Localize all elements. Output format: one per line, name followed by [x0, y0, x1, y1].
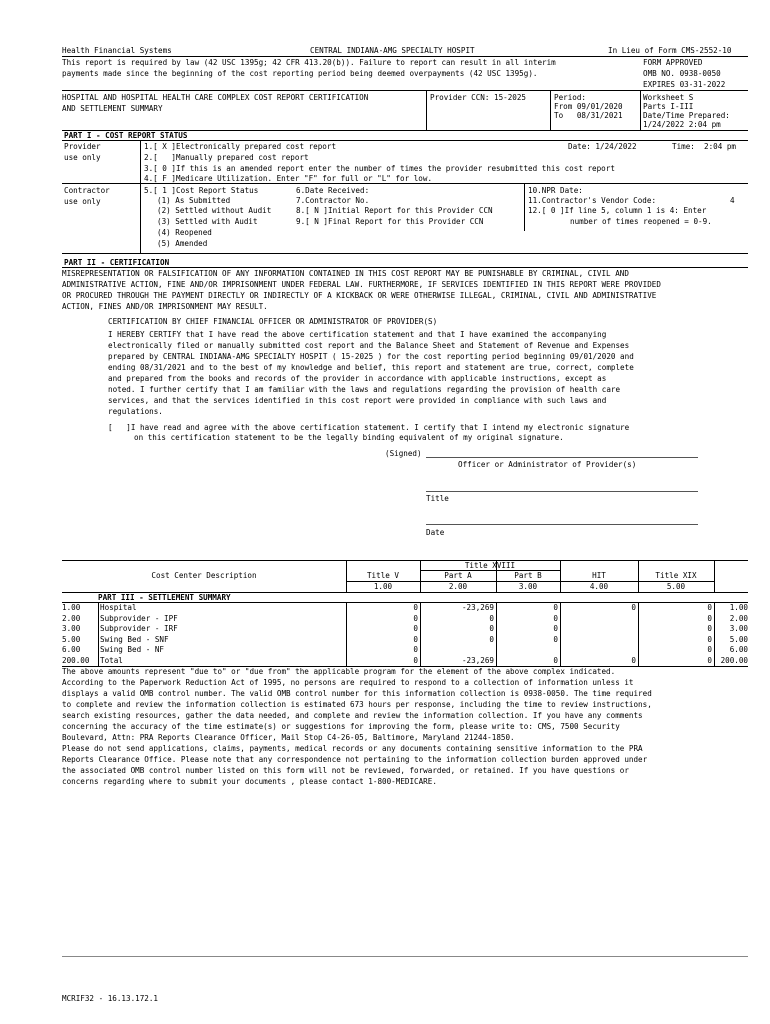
- misrep-line-2: ADMINISTRATIVE ACTION, FINE AND/OR IMPRISONMENT UNDER FEDERAL LAW. FURTHERMORE, IF SERVICES IDENTIFIED IN THIS REPORT WERE PROVIDED: [62, 280, 661, 289]
- col-header-title-xix: Title XIX: [655, 571, 697, 580]
- contractor-item-12-detail: number of times reopened = 0-9.: [570, 217, 712, 226]
- pra-line-1: According to the Paperwork Reduction Act of 1995, no persons are required to respond to a collection of information unless it: [62, 678, 634, 687]
- officer-caption: Officer or Administrator of Provider(s): [458, 460, 637, 469]
- org-name: Health Financial Systems: [62, 46, 172, 55]
- pra-line-9: the associated OMB control number listed on this form will not be reviewed, forwarded, or retained. If you have questions or: [62, 766, 629, 775]
- row-cost-center: Swing Bed - SNF: [100, 634, 169, 644]
- cert-line-1: I HEREBY CERTIFY that I have read the above certification statement and that I have examined the accompanying: [108, 330, 607, 339]
- provider-ccn: Provider CCN: 15-2025: [430, 93, 527, 102]
- contractor-item-7: 7.Contractor No.: [296, 196, 370, 205]
- row-value: 0: [707, 603, 712, 612]
- status-item-2: 2.[ ]Manually prepared cost report: [144, 153, 309, 162]
- report-title-line-2: AND SETTLEMENT SUMMARY: [62, 104, 163, 113]
- worksheet: Worksheet S: [643, 93, 694, 102]
- col-header-part-a: Part A: [444, 571, 472, 580]
- pra-line-4: search existing resources, gather the data needed, and complete and review the information collection. If you have any comments: [62, 711, 643, 720]
- part3-heading: PART III - SETTLEMENT SUMMARY: [98, 593, 231, 602]
- col-num-2: 2.00: [448, 582, 468, 591]
- row-line-number-right: 1.00: [729, 603, 748, 612]
- misrep-line-1: MISREPRESENTATION OR FALSIFICATION OF ANY INFORMATION CONTAINED IN THIS COST REPORT MAY BE PUNISHABLE BY CRIMINAL, CIVIL AND: [62, 269, 629, 278]
- contractor-item-8: 8.[ N ]Initial Report for this Provider CCN: [296, 206, 493, 215]
- prepared-date: Date: 1/24/2022: [568, 142, 637, 151]
- row-cost-center: Swing Bed - NF: [100, 645, 165, 654]
- row-cost-center: Subprovider - IRF: [100, 624, 178, 633]
- row-value: 0: [553, 613, 558, 623]
- pra-line-7: Please do not send applications, claims, payments, medical records or any documents containing sensitive information to the PRA: [62, 744, 643, 753]
- row-value: 0: [413, 613, 418, 623]
- status-item-3: 3.[ 0 ]If this is an amended report enter the number of times the provider resubmitted this cost report: [144, 164, 615, 173]
- contractor-item-10: 10.NPR Date:: [528, 186, 583, 195]
- status-item-1: 1.[ X ]Electronically prepared cost report: [144, 142, 337, 151]
- row-line-number-right: 200.00: [720, 655, 748, 665]
- title-xviii-header: Title XVIII: [464, 561, 516, 570]
- report-title-line-1: HOSPITAL AND HOSPITAL HEALTH CARE COMPLEX COST REPORT CERTIFICATION: [62, 93, 369, 102]
- contractor-use-label-2: use only: [64, 197, 101, 206]
- provider-use-label-1: Provider: [64, 142, 101, 151]
- cert-line-2: electronically filed or manually submitted cost report and the Balance Sheet and Statement of Revenue and Expenses: [108, 341, 630, 350]
- cert-line-7: services, and that the services identified in this cost report were provided in compliance with such laws and: [108, 396, 607, 405]
- col-header-title-v: Title V: [366, 571, 399, 580]
- agree-line-2: on this certification statement to be the legally binding equivalent of my original signature.: [134, 433, 564, 442]
- pra-line-10: concerns regarding where to submit your documents , please contact 1-800-MEDICARE.: [62, 777, 437, 786]
- contractor-item-5: 5.[ 1 ]Cost Report Status: [144, 186, 259, 195]
- contractor-item-12: 12.[ 0 ]If line 5, column 1 is 4: Enter: [528, 206, 707, 215]
- title-caption: Title: [426, 494, 449, 503]
- row-value: 0: [413, 624, 418, 633]
- row-line-number: 5.00: [62, 634, 81, 644]
- row-line-number: 200.00: [62, 655, 90, 665]
- pra-line-3: to complete and review the information collection is estimated 673 hours per response, including the time to review instructions,: [62, 700, 652, 709]
- row-value: 0: [413, 655, 418, 665]
- row-value: 0: [413, 645, 418, 654]
- pra-line-6: Boulevard, Attn: PRA Reports Clearance Officer, Mail Stop C4-26-05, Baltimore, Maryland 21244-1850.: [62, 733, 515, 742]
- signed-label: (Signed): [385, 449, 422, 458]
- intro-line-1: This report is required by law (42 USC 1395g; 42 CFR 413.20(b)). Failure to report can result in all interim: [62, 58, 556, 67]
- date-line[interactable]: [426, 524, 698, 525]
- title-line[interactable]: [426, 491, 698, 492]
- misrep-line-3: OR PROCURED THROUGH THE PAYMENT DIRECTLY OR INDIRECTLY OF A KICKBACK OR WERE OTHERWISE ILLEGAL, CRIMINAL, CIVIL AND ADMINISTRATIVE: [62, 291, 657, 300]
- status-item-4: 4.[ F ]Medicare Utilization. Enter "F" for full or "L" for low.: [144, 174, 433, 183]
- contractor-item-9: 9.[ N ]Final Report for this Provider CCN: [296, 217, 484, 226]
- parts: Parts I-III: [643, 102, 694, 111]
- part2-heading: PART II - CERTIFICATION: [64, 258, 170, 267]
- intro-line-2: payments made since the beginning of the cost reporting period being deemed overpayments (42 USC 1395g).: [62, 69, 538, 78]
- date-caption: Date: [426, 528, 445, 537]
- row-cost-center: Subprovider - IPF: [100, 613, 178, 623]
- cost-center-header: Cost Center Description: [151, 571, 257, 580]
- vendor-code-value: 4: [730, 196, 735, 205]
- col-num-1: 1.00: [373, 582, 393, 591]
- signature-line[interactable]: [426, 457, 698, 458]
- row-line-number: 6.00: [62, 645, 81, 654]
- pra-line-8: Reports Clearance Office. Please note that any correspondence not pertaining to the information collection burden approved under: [62, 755, 648, 764]
- row-value: 0: [413, 603, 418, 612]
- row-value: 0: [631, 603, 636, 612]
- row-value: -23,269: [461, 655, 494, 665]
- certification-title: CERTIFICATION BY CHIEF FINANCIAL OFFICER OR ADMINISTRATOR OF PROVIDER(S): [108, 317, 438, 326]
- row-line-number: 3.00: [62, 624, 81, 633]
- col-header-part-b: Part B: [514, 571, 542, 580]
- period-label: Period:: [554, 93, 587, 102]
- row-value: 0: [553, 655, 558, 665]
- status-option-4: (4) Reopened: [157, 228, 212, 237]
- row-value: 0: [707, 624, 712, 633]
- row-line-number-right: 5.00: [729, 634, 748, 644]
- omb-number: OMB NO. 0938-0050: [643, 69, 721, 78]
- col-num-5: 5.00: [666, 582, 686, 591]
- row-value: 0: [707, 613, 712, 623]
- row-line-number: 2.00: [62, 613, 81, 623]
- row-line-number-right: 3.00: [729, 624, 748, 633]
- col-num-3: 3.00: [518, 582, 538, 591]
- row-value: 0: [413, 634, 418, 644]
- period-to: To 08/31/2021: [554, 111, 623, 120]
- status-option-1: (1) As Submitted: [157, 196, 231, 205]
- row-value: 0: [553, 603, 558, 612]
- contractor-use-label-1: Contractor: [64, 186, 110, 195]
- col-num-4: 4.00: [589, 582, 609, 591]
- contractor-item-6: 6.Date Received:: [296, 186, 370, 195]
- row-value: 0: [489, 624, 494, 633]
- provider-use-label-2: use only: [64, 153, 101, 162]
- status-option-2: (2) Settled without Audit: [157, 206, 272, 215]
- cert-line-8: regulations.: [108, 407, 163, 416]
- row-value: 0: [489, 613, 494, 623]
- row-line-number-right: 2.00: [729, 613, 748, 623]
- page-footer-id: MCRIF32 - 16.13.172.1: [62, 994, 159, 1003]
- status-option-5: (5) Amended: [157, 239, 208, 248]
- part1-heading: PART I - COST REPORT STATUS: [64, 131, 188, 140]
- settlement-note: The above amounts represent "due to" or "due from" the applicable program for the element of the above complex indicated.: [62, 667, 616, 676]
- agree-checkbox-line[interactable]: [ ]I have read and agree with the above certification statement. I certify that I intend my electronic signature: [108, 423, 630, 432]
- form-approved: FORM APPROVED: [643, 58, 703, 67]
- row-line-number-right: 6.00: [729, 645, 748, 654]
- misrep-line-4: ACTION, FINES AND/OR IMPRISONMENT MAY RESULT.: [62, 302, 268, 311]
- expiration: EXPIRES 03-31-2022: [643, 80, 726, 89]
- date-prepared-label: Date/Time Prepared:: [643, 111, 730, 120]
- form-reference: In Lieu of Form CMS-2552-10: [608, 46, 732, 55]
- row-cost-center: Hospital: [100, 603, 137, 612]
- pra-line-5: concerning the accuracy of the time estimate(s) or suggestions for improving the form, please write to: CMS, 7500 Security: [62, 722, 620, 731]
- status-option-3: (3) Settled with Audit: [157, 217, 258, 226]
- period-from: From 09/01/2020: [554, 102, 623, 111]
- row-value: 0: [553, 624, 558, 633]
- pra-line-2: displays a valid OMB control number. The valid OMB control number for this information collection is 0938-0050. The time required: [62, 689, 652, 698]
- cert-line-5: and prepared from the books and records of the provider in accordance with applicable instructions, except as: [108, 374, 607, 383]
- row-line-number: 1.00: [62, 603, 81, 612]
- date-prepared: 1/24/2022 2:04 pm: [643, 120, 721, 129]
- row-value: 0: [707, 634, 712, 644]
- row-value: 0: [489, 634, 494, 644]
- prepared-time: Time: 2:04 pm: [672, 142, 737, 151]
- cert-line-3: prepared by CENTRAL INDIANA-AMG SPECIALTY HOSPIT ( 15-2025 ) for the cost reporting period beginning 09/01/2020 and: [108, 352, 634, 361]
- row-value: 0: [707, 655, 712, 665]
- contractor-item-11: 11.Contractor's Vendor Code:: [528, 196, 657, 205]
- col-header-hit: HIT: [592, 571, 606, 580]
- row-value: 0: [707, 645, 712, 654]
- row-value: 0: [553, 634, 558, 644]
- row-cost-center: Total: [100, 655, 123, 665]
- cert-line-4: ending 08/31/2021 and to the best of my knowledge and belief, this report and statement are true, correct, complete: [108, 363, 634, 372]
- cert-line-6: noted. I further certify that I am familiar with the laws and regulations regarding the provision of health care: [108, 385, 621, 394]
- row-value: 0: [631, 655, 636, 665]
- provider-name: CENTRAL INDIANA-AMG SPECIALTY HOSPIT: [310, 46, 475, 55]
- row-value: -23,269: [461, 603, 494, 612]
